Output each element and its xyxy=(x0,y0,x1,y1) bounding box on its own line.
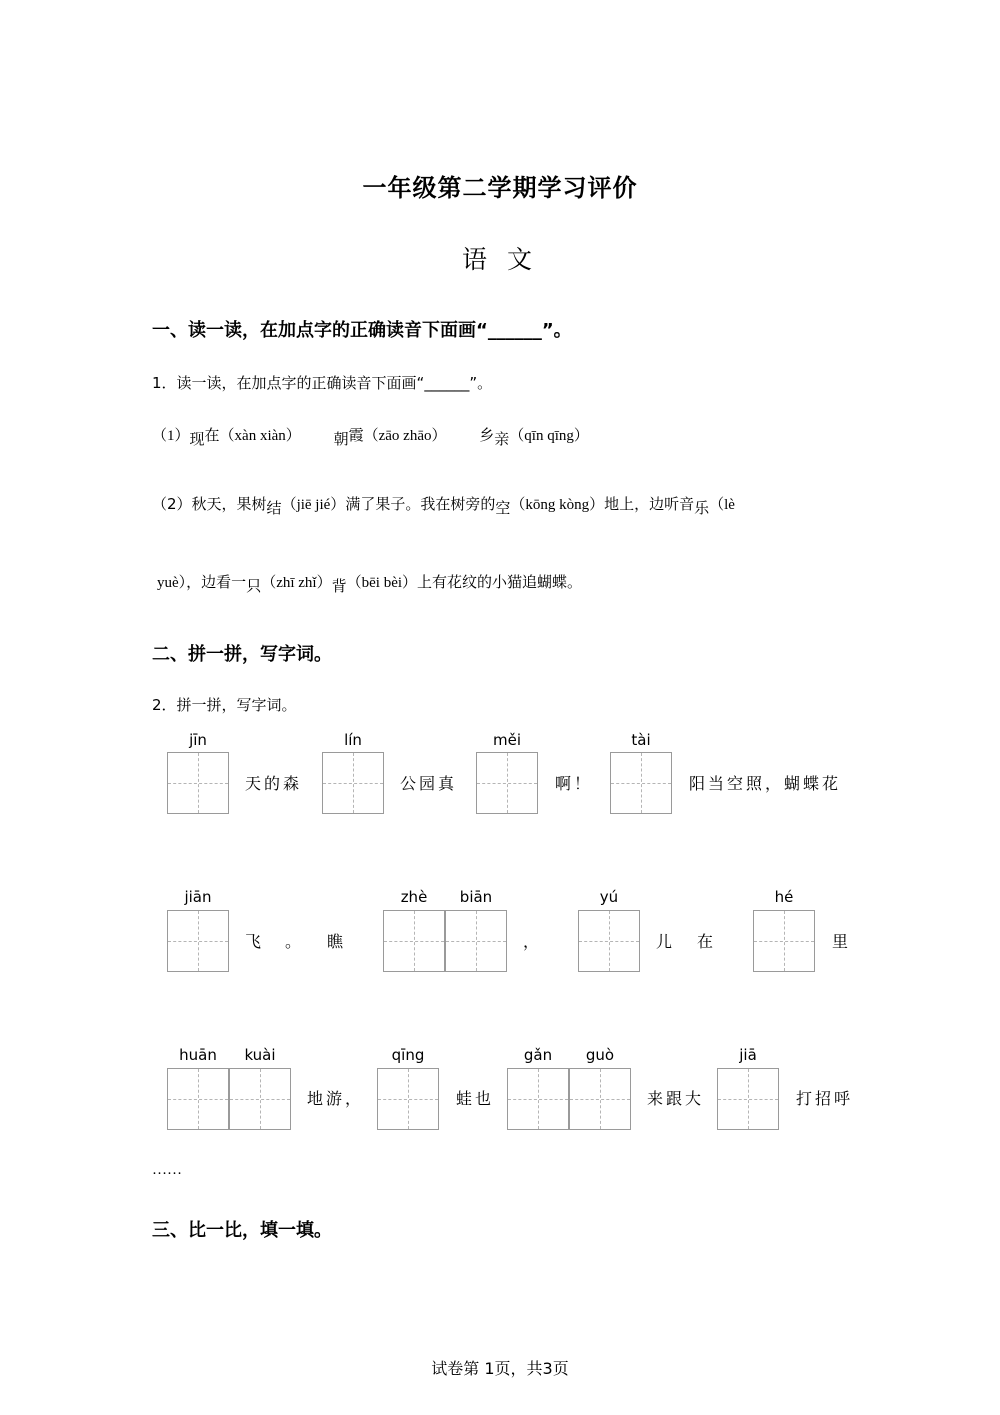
sentence-part: （2）秋天，果树 xyxy=(152,495,267,513)
pinyin-label: jiā xyxy=(739,1046,757,1064)
writing-grid-box[interactable] xyxy=(167,1068,229,1130)
sentence-part: 地上，边听音 xyxy=(604,495,695,513)
writing-grid-box[interactable] xyxy=(229,1068,291,1130)
dotted-char: 乐 xyxy=(694,499,710,517)
pinyin-options: （zāo zhāo） xyxy=(363,428,447,444)
grid-sentence-text: 在 xyxy=(697,932,717,951)
grid-sentence-text: 瞧 xyxy=(327,932,347,951)
plain-char: 乡 xyxy=(479,426,495,444)
question-2-intro: 2．拼一拼，写字词。 xyxy=(152,696,297,714)
writing-grid-box[interactable] xyxy=(476,752,538,814)
pinyin-label: kuài xyxy=(244,1046,276,1064)
pinyin-options: （jiē jié） xyxy=(281,497,346,513)
grid-sentence-text: 公园真 xyxy=(400,774,458,793)
pinyin-label: biān xyxy=(459,888,493,906)
grid-sentence-text: 蛙也 xyxy=(456,1089,495,1108)
pinyin-label: lín xyxy=(344,731,362,749)
dotted-char: 空 xyxy=(495,499,511,517)
grid-sentence-text: 来跟大 xyxy=(647,1089,705,1108)
grid-sentence-text: ， xyxy=(523,932,543,951)
dotted-char: 现 xyxy=(189,430,205,448)
pinyin-label: guò xyxy=(585,1046,615,1064)
writing-grid-box[interactable] xyxy=(167,910,229,972)
writing-grid-box[interactable] xyxy=(377,1068,439,1130)
grid-sentence-text: 里 xyxy=(832,932,852,951)
plain-char: 在 xyxy=(204,426,220,444)
pinyin-options: yuè） xyxy=(157,575,187,591)
dotted-char: 朝 xyxy=(333,430,349,448)
writing-grid-box[interactable] xyxy=(383,910,445,972)
pinyin-label: měi xyxy=(492,731,521,749)
question-1-intro: 1．读一读，在加点字的正确读音下面画“______”。 xyxy=(152,374,493,392)
pinyin-options: （lè xyxy=(709,497,735,513)
grid-sentence-text: 天的森 xyxy=(245,774,303,793)
question-1-line-2 xyxy=(152,493,735,517)
dotted-char: 结 xyxy=(266,499,282,517)
sentence-part: 上有花纹的小猫追蝴蝶。 xyxy=(417,573,583,591)
pinyin-options: （qīn qīng） xyxy=(509,428,589,444)
grid-sentence-text: 打招呼 xyxy=(796,1089,854,1108)
pinyin-label: huān xyxy=(179,1046,217,1064)
section-3-heading: 三、比一比，填一填。 xyxy=(152,1220,332,1241)
plain-char: 霞 xyxy=(348,426,364,444)
pinyin-label: gǎn xyxy=(523,1046,553,1064)
question-1-line-3 xyxy=(157,571,583,595)
pinyin-options: （xàn xiàn） xyxy=(219,428,301,444)
grid-sentence-text: 儿 xyxy=(656,932,676,951)
pinyin-label: yú xyxy=(599,888,619,906)
pinyin-label: jiān xyxy=(184,888,212,906)
writing-grid-box[interactable] xyxy=(445,910,507,972)
question-1-line-1 xyxy=(152,424,589,448)
section-2-heading: 二、拼一拼，写字词。 xyxy=(152,644,332,665)
writing-grid-box[interactable] xyxy=(578,910,640,972)
item-number: （1） xyxy=(152,428,190,444)
section-1-heading: 一、读一读，在加点字的正确读音下面画“______”。 xyxy=(152,320,572,341)
dotted-char: 只 xyxy=(246,577,262,595)
writing-grid-box[interactable] xyxy=(717,1068,779,1130)
grid-sentence-text: 阳当空照，蝴蝶花 xyxy=(689,774,842,793)
writing-grid-box[interactable] xyxy=(507,1068,569,1130)
writing-grid-box[interactable] xyxy=(610,752,672,814)
grid-sentence-text: 飞 xyxy=(245,932,265,951)
dotted-char: 亲 xyxy=(494,430,510,448)
grid-sentence-text: 地游， xyxy=(307,1089,365,1108)
pinyin-label: hé xyxy=(774,888,794,906)
pinyin-label: qīng xyxy=(391,1046,425,1064)
pinyin-options: （bēi bèi） xyxy=(346,575,418,591)
pinyin-options: （zhī zhǐ） xyxy=(261,575,332,591)
ellipsis: …… xyxy=(152,1162,182,1178)
sentence-part: ，边看一 xyxy=(186,573,247,591)
grid-sentence-text: 啊！ xyxy=(555,774,594,793)
dotted-char: 背 xyxy=(331,577,347,595)
writing-grid-box[interactable] xyxy=(569,1068,631,1130)
writing-grid-box[interactable] xyxy=(753,910,815,972)
page-title: 一年级第二学期学习评价 xyxy=(362,174,638,202)
pinyin-options: （kōng kòng） xyxy=(510,497,605,513)
grid-sentence-text: 。 xyxy=(285,932,305,951)
writing-grid-box[interactable] xyxy=(167,752,229,814)
page-footer: 试卷第 1页，共3页 xyxy=(431,1359,569,1378)
pinyin-label: zhè xyxy=(400,888,428,906)
sentence-part: 满了果子。我在树旁的 xyxy=(345,495,496,513)
pinyin-label: jīn xyxy=(189,731,207,749)
subject-title: 语 文 xyxy=(462,245,538,274)
writing-grid-box[interactable] xyxy=(322,752,384,814)
pinyin-label: tài xyxy=(631,731,651,749)
